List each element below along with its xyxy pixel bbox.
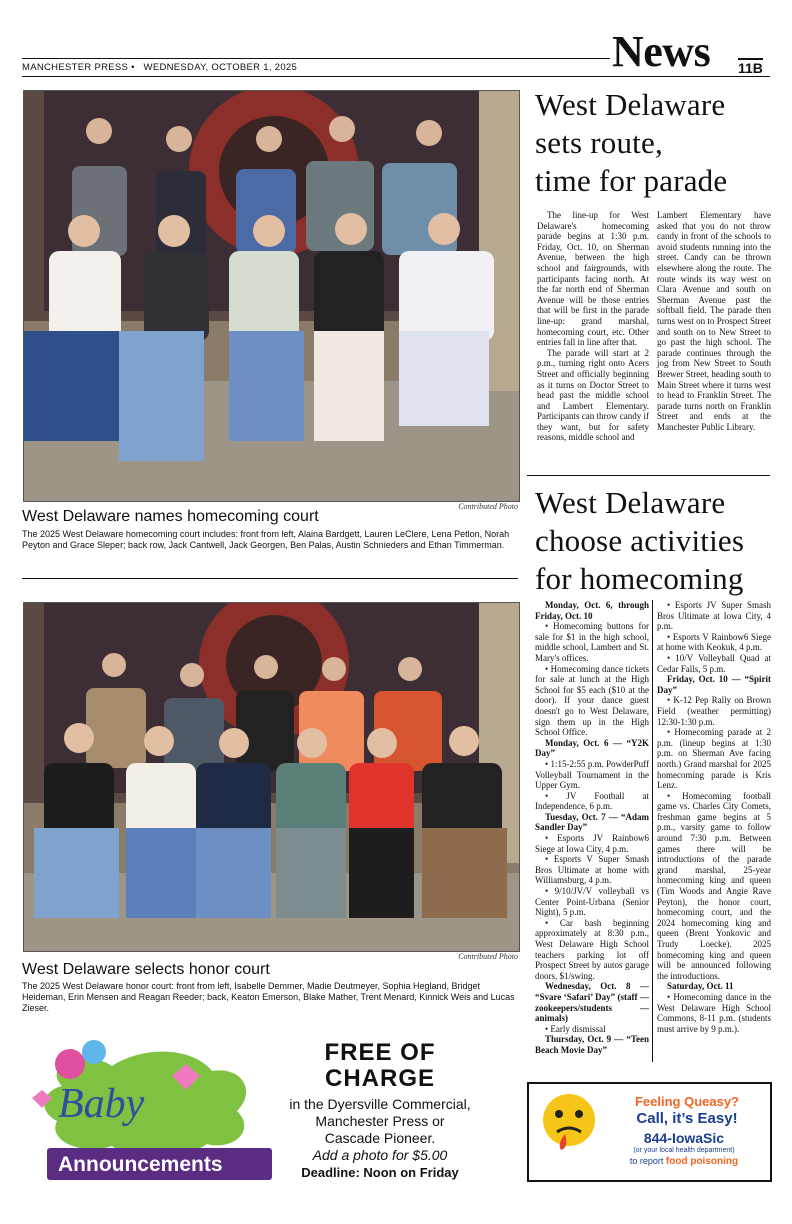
schedule-item: • JV Football at Independence, 6 p.m. — [535, 790, 649, 812]
schedule-item: • Esports JV Super Smash Bros Ultimate at Iowa City, 4 p.m. — [657, 600, 771, 632]
photo1-headline: West Delaware names homecoming court — [22, 508, 319, 525]
announcements-logo-text: Announcements — [58, 1153, 223, 1176]
schedule-item: • Homecoming football game vs. Charles City Comets, freshman game begins at 5 p.m., varsity game to follow around 7:30 p.m. Between games there will be introductions of the parade grand marshal, 25-year homecoming king and queen (Tim Woods and Angie Rave Peyton), the honor court, homecoming court, and the 2024 homecoming king and queen (Brent Yonkovic and Trudy Loecke). 2025 homecoming king and queen will be announced following the introductions. — [657, 790, 771, 981]
schedule-heading: Friday, Oct. 10 — “Spirit Day” — [657, 674, 771, 695]
photo2-headline: West Delaware selects honor court — [22, 961, 270, 978]
schedule-item: • Homecoming dance in the West Delaware High School Commons, 8-11 p.m. (students must arrive by 9 p.m.). — [657, 991, 771, 1034]
schedule-item: • Homecoming dance tickets for sale at lunch at the High School for $5 each ($10 at the door). If your dance guest doesn't go to West Delaware, sign them up in the High School Office. — [535, 663, 649, 738]
story1-column-1 — [537, 210, 649, 443]
schedule-item: • 9/10/JV/V volleyball vs Center Point-Urbana (Senior Night), 5 p.m. — [535, 886, 649, 918]
story1-paragraph: The parade will start at 2 p.m., turning right onto Acers Street and officially beginning as it turns on Doctor Street to head past the middle school and Lambert Elementary. Participants can throw candy if they want, but for safety reasons, middle school and — [537, 347, 649, 443]
ad-line6: Add a photo for $5.00 — [312, 1147, 448, 1163]
page-number: 11B — [738, 60, 763, 76]
column-divider — [652, 600, 653, 1062]
header-rule-top — [22, 58, 610, 59]
schedule-item: • Esports V Super Smash Bros Ultimate at home with Williamsburg, 4 p.m. — [535, 854, 649, 886]
schedule-item: • K-12 Pep Rally on Brown Field (weather permitting) 12:30-1:30 p.m. — [657, 695, 771, 727]
photo1-caption: The 2025 West Delaware homecoming court includes: front from left, Alaina Bardgett, Lauren LeClere, Lena Petlon, Norah Peyton and Grace Sleper; back row, Jack Cantwell, Jack Georgen, Ben Palas, Austin Schnieders and Ethan Timmerman. — [22, 529, 510, 550]
queasy-phone: 844-IowaSic — [643, 1130, 725, 1146]
baby-logo-text: Baby — [58, 1081, 145, 1127]
queasy-ad — [527, 1082, 772, 1182]
story2-headline-line1: West Delaware — [535, 485, 726, 520]
story1-column-2 — [657, 210, 771, 432]
schedule-heading: Thursday, Oct. 9 — “Teen Beach Movie Day” — [535, 1034, 649, 1055]
schedule-heading: Monday, Oct. 6 — “Y2K Day” — [535, 737, 649, 759]
story2-headline — [535, 484, 780, 598]
story2-column-2 — [657, 600, 771, 1034]
story-divider — [527, 475, 770, 476]
section-title: News — [612, 27, 711, 76]
publication-name: MANCHESTER PRESS • — [22, 62, 135, 73]
schedule-item: • Homecoming buttons for sale for $1 in the high school, middle school, Lambert and St. Mary's offices. — [535, 621, 649, 663]
schedule-item: • Early dismissal — [545, 1023, 606, 1034]
story1-headline-line2: sets route, — [535, 125, 663, 160]
ad-free-line1: FREE OF — [324, 1039, 436, 1066]
photo2-credit: Contributed Photo — [458, 952, 518, 961]
ad-line4: Manchester Press or — [315, 1113, 445, 1129]
story1-paragraph: The line-up for West Delaware's homecoming parade begins at 1:30 p.m. Friday, Oct. 10, on Sherman Avenue, between the high school and fairgrounds, with participants facing north. At the far north end of Sherman Avenue will be those entries that will be first in the parade line-up: grand marshal, homecoming court, etc. Other entries fall in line after that. — [537, 210, 649, 348]
header-rule — [22, 76, 770, 77]
queasy-line2: Call, it’s Easy! — [636, 1110, 738, 1127]
story1-headline-line1: West Delaware — [535, 87, 726, 122]
story1-paragraph: Lambert Elementary have asked that you do not throw candy in front of the schools to avoid students running into the street. Candy can be thrown elsewhere along the route. The route winds its way west on Clara Avenue and south on Sherman Avenue past the softball field. The parade then turns west on to Prospect Street and south on to New Street to go past the high school. The parade continues through the jog from New Street to South Brewer Street, heading south to Main Street where it turns west to head to Franklin Street. The parade turns north on Franklin Street and ends at the Manchester Public Library. — [657, 210, 771, 432]
schedule-heading: Saturday, Oct. 11 — [667, 981, 734, 992]
divider-rule — [22, 578, 518, 579]
publication-line — [22, 62, 297, 73]
schedule-item: • 1:15-2:55 p.m. PowderPuff Volleyball Tournament in the Upper Gym. — [535, 758, 649, 791]
ad-line5: Cascade Pioneer. — [324, 1130, 436, 1146]
schedule-heading: Wednesday, Oct. 8 — “Svare ‘Safari’ Day” (staff — zookeepers/students — animals) — [535, 981, 649, 1024]
sick-face-icon — [535, 1090, 603, 1150]
ad-deadline: Deadline: Noon on Friday — [301, 1165, 459, 1180]
schedule-item: • Homecoming parade at 2 p.m. (lineup begins at 1:30 p.m. on Sherman Ave facing north.) Grand marshal for 2025 homecoming parade is Kris Lenz. — [657, 727, 771, 791]
schedule-item: • 10/V Volleyball Quad at Cedar Falls, 5 p.m. — [657, 652, 771, 674]
photo2-caption: The 2025 West Delaware honor court: front from left, Isabelle Demmer, Madie Deutmeyer, Sophia Hegland, Bridget Heideman, Erin Mensen and Reagan Reeder; back, Keaton Emerson, Blake Mather, Trent Menard, Kinnick Weis and Lucas Zieser. — [22, 981, 515, 1013]
queasy-line1: Feeling Queasy? — [634, 1094, 740, 1109]
story2-headline-line2: choose activities — [535, 523, 745, 558]
story1-headline-line3: time for parade — [535, 163, 728, 198]
schedule-heading: Tuesday, Oct. 7 — “Adam Sandler Day” — [535, 811, 649, 833]
story2-column-1 — [535, 600, 649, 1056]
baby-ad-text — [262, 1040, 498, 1181]
honor-court-photo — [23, 602, 520, 952]
schedule-item: • Esports JV Rainbow6 Siege at Iowa City, 4 p.m. — [535, 833, 649, 854]
story2-headline-line3: for homecoming — [535, 561, 744, 596]
photo1-credit: Contributed Photo — [458, 502, 518, 511]
ad-free-line2: CHARGE — [324, 1065, 435, 1092]
schedule-item: • Car bash beginning approximately at 8:30 p.m., West Delaware High School teachers parking lot off Prospect Street by autos garage doors, $1/swing. — [535, 917, 649, 981]
publication-date: WEDNESDAY, OCTOBER 1, 2025 — [143, 62, 298, 73]
queasy-food-poisoning: food poisoning — [665, 1156, 739, 1167]
schedule-heading: Monday, Oct. 6, through Friday, Oct. 10 — [535, 600, 649, 621]
queasy-report-text: to report — [629, 1156, 666, 1166]
schedule-item: • Esports V Rainbow6 Siege at home with Keokuk, 4 p.m. — [657, 631, 771, 653]
story1-headline — [535, 86, 775, 200]
ad-line3: in the Dyersville Commercial, — [289, 1096, 471, 1112]
homecoming-court-photo — [23, 90, 520, 502]
queasy-small-text: (or your local health department) — [633, 1147, 735, 1154]
